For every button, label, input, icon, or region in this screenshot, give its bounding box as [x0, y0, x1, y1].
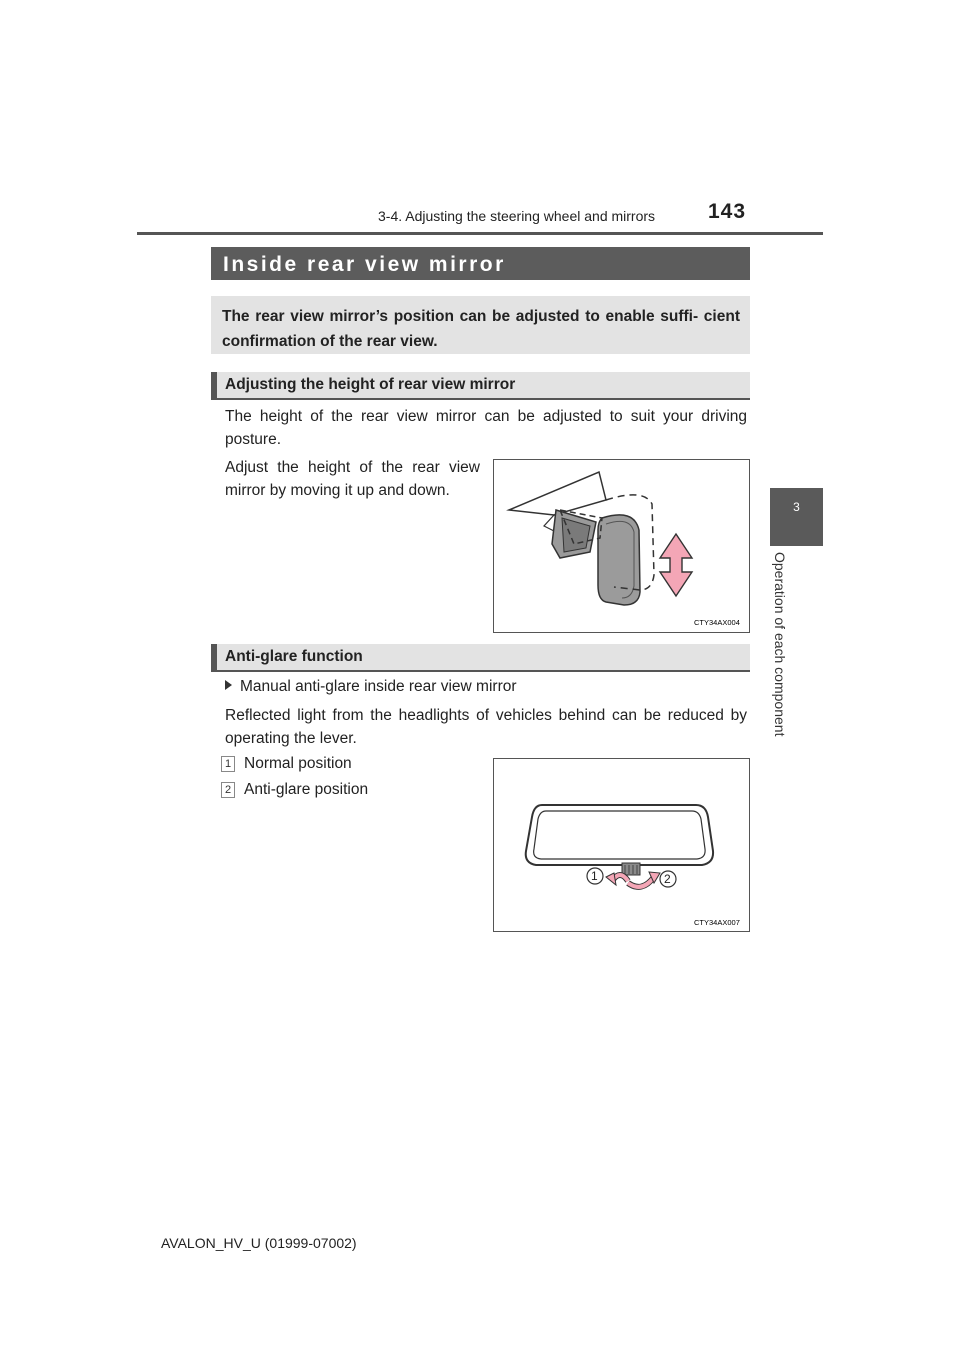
mirror-height-figure [493, 459, 750, 633]
chapter-tab [770, 488, 823, 546]
anti-glare-bullet-text: Manual anti-glare inside rear view mirror [240, 678, 517, 695]
item-number-badge: 2 [221, 782, 235, 798]
item-number-badge: 1 [221, 756, 235, 772]
intro-box: The rear view mirror’s position can be adjusted to enable suffi- cient confirmation of the rear view. [211, 296, 750, 354]
anti-glare-figure [493, 758, 750, 932]
chapter-tab-number: 3 [793, 500, 800, 514]
header-section-title: 3-4. Adjusting the steering wheel and mirrors [378, 208, 656, 224]
callout-1-label: 1 [591, 869, 598, 883]
page-number: 143 [708, 200, 747, 223]
subheading-anti-glare: Anti-glare function [211, 644, 750, 672]
mirror-height-illustration [494, 460, 749, 632]
chapter-tab-label [762, 552, 796, 752]
item-label: Anti-glare position [244, 781, 369, 798]
anti-glare-bullet [225, 678, 517, 696]
chapter-tab-title: Operation of each component [772, 552, 788, 737]
footer-doc-code: AVALON_HV_U (01999-07002) [161, 1235, 357, 1251]
section-banner: Inside rear view mirror [211, 247, 750, 280]
anti-glare-illustration [494, 759, 749, 931]
height-adjust-instruction: Adjust the height of the rear view mirror by moving it up and down. [225, 459, 480, 499]
figure-code-1: CTY34AX004 [694, 618, 740, 627]
figure-code-2: CTY34AX007 [694, 918, 740, 927]
callout-2-label: 2 [664, 872, 671, 886]
list-item [221, 781, 368, 799]
header-rule [137, 232, 823, 235]
subheading-height-adjust: Adjusting the height of rear view mirror [211, 372, 750, 400]
item-label: Normal position [244, 755, 352, 772]
bullet-triangle-icon [225, 680, 232, 690]
anti-glare-paragraph: Reflected light from the headlights of vehicles behind can be reduced by operating the lever. [225, 707, 747, 747]
list-item [221, 755, 352, 773]
height-adjust-paragraph: The height of the rear view mirror can be adjusted to suit your driving posture. [225, 408, 747, 448]
